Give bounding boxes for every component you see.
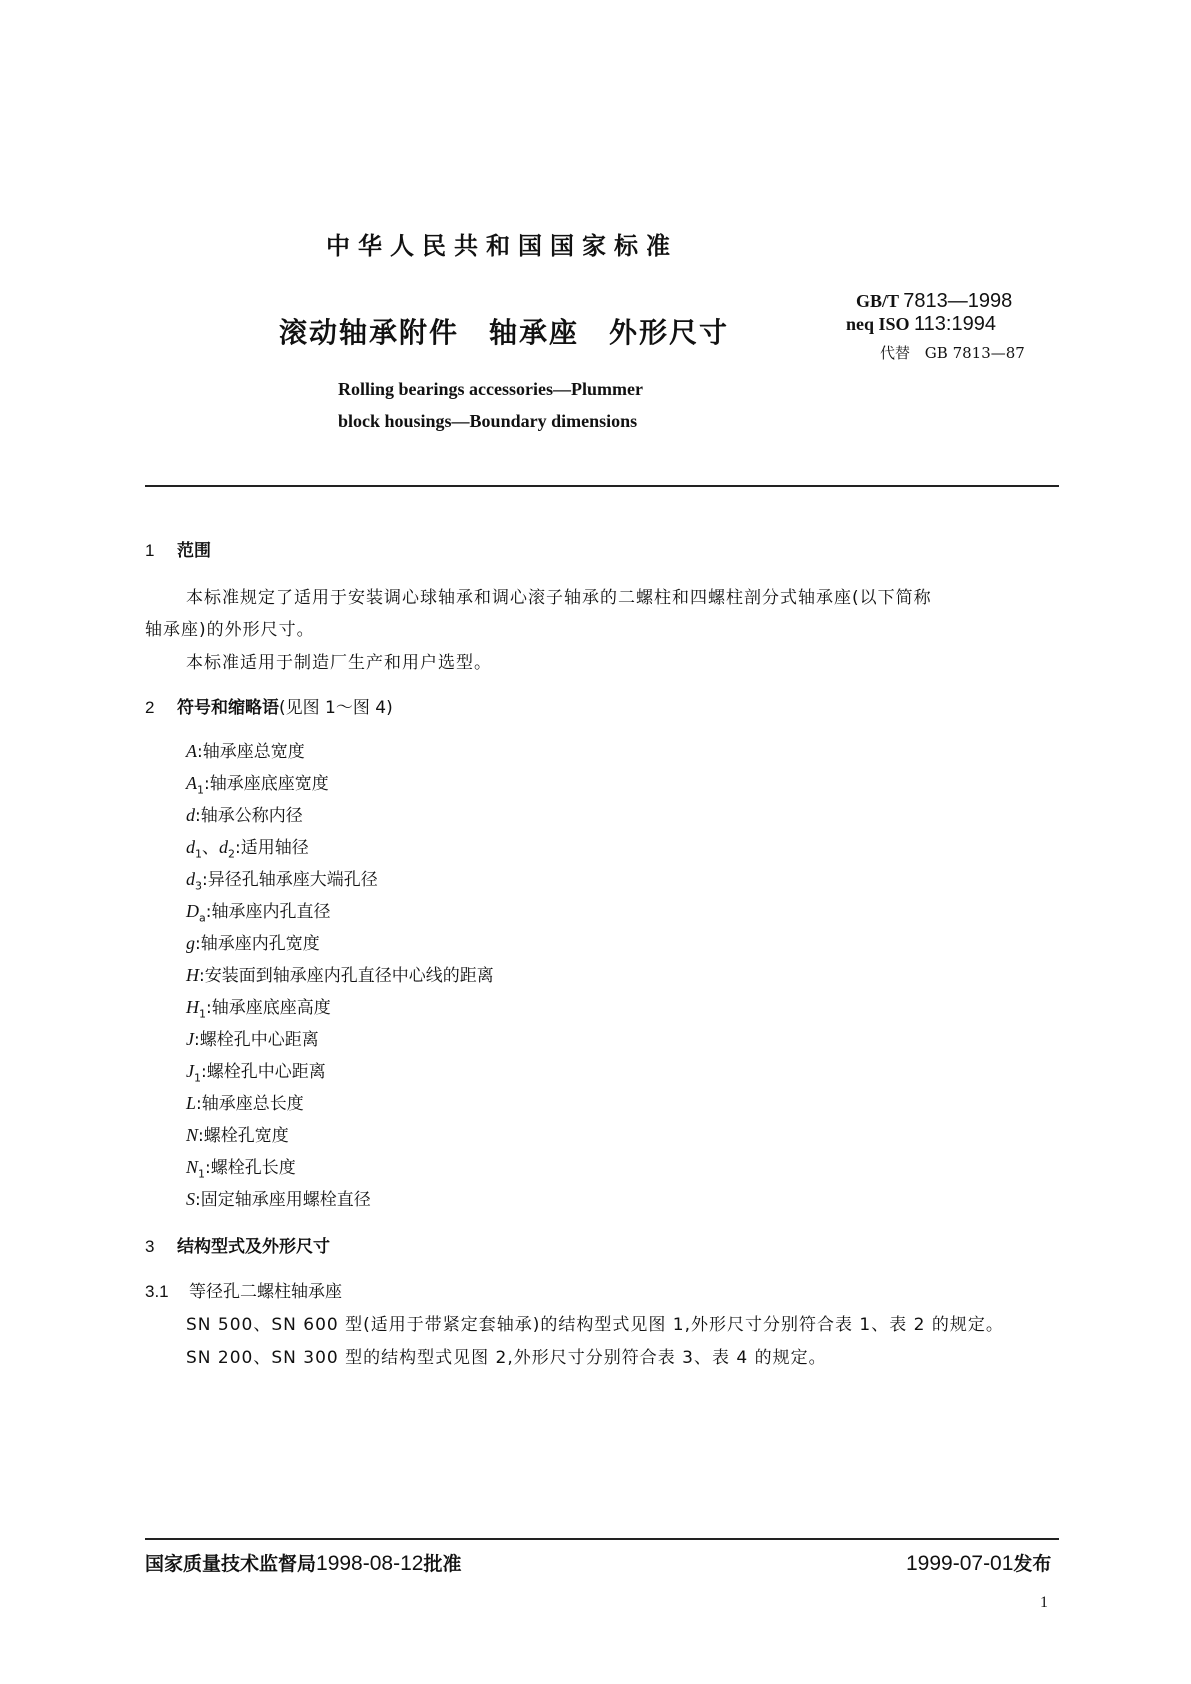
- symbol-item: [186, 1055, 494, 1087]
- section-3-heading: 3 结构型式及外形尺寸: [145, 1237, 330, 1257]
- symbol-subscript: a: [199, 911, 206, 925]
- symbol-description: :轴承座内孔直径: [205, 902, 331, 922]
- symbol-letter: S: [186, 1189, 195, 1209]
- symbol-description: :螺栓孔中心距离: [194, 1030, 319, 1050]
- symbol-item: [186, 767, 494, 799]
- national-standard-heading: 中华人民共和国国家标准: [326, 232, 678, 260]
- symbol-description: :安装面到轴承座内孔直径中心线的距离: [199, 966, 494, 986]
- footer-divider: [145, 1538, 1059, 1540]
- symbol-item: [186, 927, 494, 959]
- symbol-item: [186, 895, 494, 927]
- section-3-1-paragraph-2: SN 200、SN 300 型的结构型式见图 2,外形尺寸分别符合表 3、表 4 的规定。: [186, 1348, 827, 1368]
- symbol-item: [186, 1183, 494, 1215]
- page-number: 1: [1040, 1594, 1048, 1611]
- standard-number-block: [846, 290, 1025, 363]
- symbol-item: [186, 863, 494, 895]
- standard-number: GB/T 7813—1998: [856, 290, 1013, 312]
- symbol-subscript: 1: [198, 1167, 206, 1181]
- symbol-letter: H: [186, 965, 199, 985]
- symbol-description: :轴承座内孔宽度: [195, 934, 320, 954]
- symbol-item: [186, 1151, 494, 1183]
- symbol-description: :轴承座底座宽度: [204, 774, 329, 794]
- symbol-description: :螺栓孔长度: [205, 1158, 296, 1178]
- section-1-heading: 1 范围: [145, 541, 211, 561]
- symbol-letter: d: [219, 837, 228, 857]
- symbol-subscript: 1: [197, 783, 204, 797]
- symbol-item: [186, 799, 494, 831]
- publish-line: 1999-07-01发布: [906, 1552, 1052, 1575]
- section-1-paragraph-2: 本标准适用于制造厂生产和用户选型。: [186, 653, 492, 673]
- symbol-description: :轴承座总宽度: [197, 742, 305, 762]
- symbol-subscript: 2: [228, 847, 235, 861]
- symbol-item: [186, 1023, 494, 1055]
- symbol-letter: A: [186, 773, 197, 793]
- section-3-1-paragraph-1: SN 500、SN 600 型(适用于带紧定套轴承)的结构型式见图 1,外形尺寸分别符合表 1、表 2 的规定。: [186, 1315, 1004, 1335]
- symbol-letter: g: [186, 933, 195, 953]
- symbol-subscript: 1: [199, 1007, 206, 1021]
- symbol-letter: J: [186, 1061, 194, 1081]
- iso-equivalent: neq ISO 113:1994: [846, 313, 996, 335]
- symbol-letter: J: [186, 1029, 194, 1049]
- symbol-list: [186, 735, 494, 1215]
- symbol-item: [186, 959, 494, 991]
- header-divider: [145, 485, 1059, 487]
- symbol-letter: L: [186, 1093, 197, 1113]
- title-english: [338, 373, 643, 437]
- symbol-description: :轴承座总长度: [196, 1094, 304, 1114]
- symbol-description: :异径孔轴承座大端孔径: [202, 870, 378, 890]
- symbol-item: [186, 735, 494, 767]
- section-1-paragraph-1-line-2: 轴承座)的外形尺寸。: [145, 620, 315, 640]
- section-2-heading: 2 符号和缩略语(见图 1～图 4): [145, 698, 393, 718]
- symbol-letter: d: [186, 837, 195, 857]
- symbol-description: :螺栓孔宽度: [198, 1126, 289, 1146]
- symbol-letter: d: [186, 805, 195, 825]
- symbol-item: [186, 1119, 494, 1151]
- symbol-subscript: 3: [195, 879, 202, 893]
- symbol-item: [186, 1087, 494, 1119]
- symbol-letter: d: [186, 869, 195, 889]
- symbol-subscript: 1: [195, 847, 202, 861]
- title-chinese: 滚动轴承附件 轴承座 外形尺寸: [279, 316, 730, 349]
- symbol-letter: A: [186, 741, 197, 761]
- symbol-letter: D: [186, 901, 199, 921]
- symbol-letter: N: [186, 1157, 199, 1177]
- symbol-description: :适用轴径: [235, 838, 309, 858]
- symbol-description: :轴承公称内径: [195, 806, 303, 826]
- symbol-description: :轴承座底座高度: [206, 998, 331, 1018]
- symbol-item: $d_1$、$d_2$:适用轴径: [186, 837, 309, 861]
- title-english-line2: block housings—Boundary dimensions: [338, 411, 638, 431]
- symbol-letter: H: [186, 997, 199, 1017]
- symbol-letter: N: [186, 1125, 199, 1145]
- symbol-item: [186, 991, 494, 1023]
- symbol-description: :固定轴承座用螺栓直径: [195, 1190, 371, 1210]
- section-3-1-heading: 3.1 等径孔二螺柱轴承座: [145, 1282, 342, 1302]
- symbol-subscript: 1: [194, 1071, 201, 1085]
- replaces-standard: 代替 GB 7813—87: [880, 344, 1025, 362]
- symbol-description: :螺栓孔中心距离: [201, 1062, 326, 1082]
- approval-line: 国家质量技术监督局1998-08-12批准: [145, 1552, 462, 1575]
- title-english-line1: Rolling bearings accessories—Plummer: [338, 379, 643, 399]
- section-1-paragraph-1-line-1: 本标准规定了适用于安装调心球轴承和调心滚子轴承的二螺柱和四螺柱剖分式轴承座(以下简称: [186, 588, 932, 608]
